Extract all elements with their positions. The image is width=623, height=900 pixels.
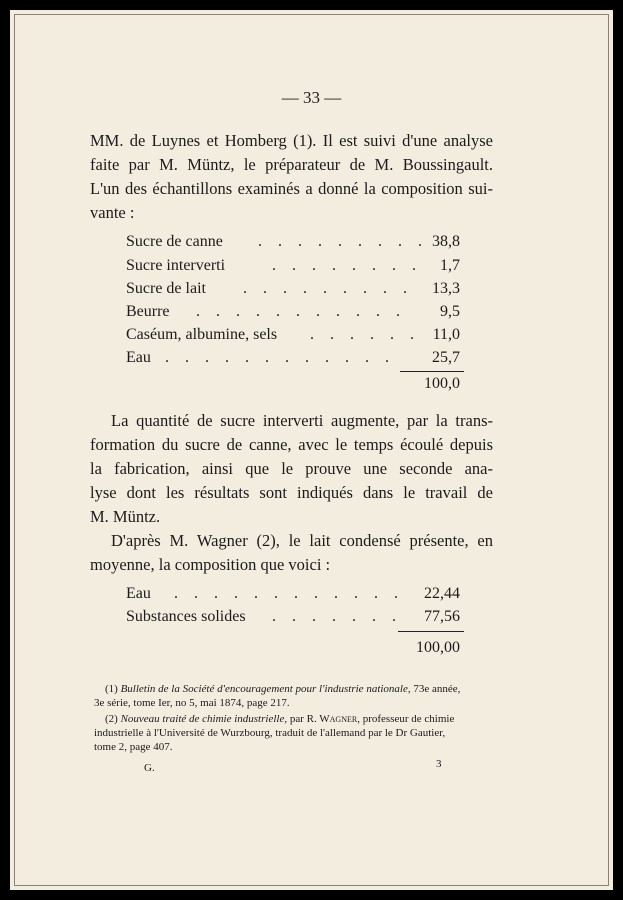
para2-line2: formation du sucre de canne, avec le temps écoulé depuis [90,435,493,454]
footnote-text: , par [284,713,307,725]
row-label: Caséum, albumine, sels [126,326,278,343]
table-row [10,232,613,252]
para2-line5: M. Müntz. [90,507,161,526]
row-dots: . . . . . . . [272,608,402,625]
row-label: Substances solides [126,608,246,625]
sum-rule [398,631,464,632]
para2-line4: lyse dont les résultats sont indiqués dans le travail de [90,483,493,502]
sum-rule [400,371,464,372]
row-dots: . . . . . . . . . . . [196,303,406,320]
para1-line2: faite par M. Müntz, le préparateur de M. Boussingault. [90,155,493,174]
para2-line1: La quantité de sucre interverti augmente, par la trans- [111,411,493,430]
document-page [10,10,613,890]
row-label: Sucre interverti [126,257,226,274]
table-row [10,256,613,276]
signature-number: 3 [436,758,442,770]
row-label: Beurre [126,303,170,320]
para2-line3: la fabrication, ainsi que le prouve une seconde ana- [90,459,493,478]
row-dots: . . . . . . [310,326,420,343]
footnote-1-line2: 3e série, tome Ier, no 5, mai 1874, page 217. [94,697,290,709]
para1-line1: MM. de Luynes et Homberg (1). Il est suivi d'une analyse [90,131,493,150]
footnote-text: , 73e année, [407,683,461,695]
row-value: 11,0 [432,326,460,343]
row-dots: . . . . . . . . . [258,233,428,250]
table-row [10,348,613,368]
row-label: Eau [126,585,151,602]
table-row [10,279,613,299]
row-label: Sucre de lait [126,280,206,297]
footnote-2-line2: industrielle à l'Université de Wurzbourg, traduit de l'allemand par le Dr Gautier, [94,727,446,739]
table-total: 100,00 [416,639,460,656]
row-label: Eau [126,349,151,366]
row-value: 9,5 [440,303,460,320]
row-dots: . . . . . . . . . . . . [174,585,404,602]
footnote-text: , professeur de chimie [357,713,455,725]
footnote-2-line3: tome 2, page 407. [94,741,173,753]
table-row [10,302,613,322]
row-dots: . . . . . . . . . [243,280,413,297]
footnote-2-line1 [105,712,505,726]
row-dots: . . . . . . . . [272,257,422,274]
page-number: — 33 — [281,88,342,107]
footnote-title: Bulletin de la Société d'encouragement pour l'industrie nationale [120,683,408,695]
footnote-title: Nouveau traité de chimie industrielle [120,713,285,725]
footnote-number: (2) [105,713,118,725]
para3-line1: D'après M. Wagner (2), le lait condensé présente, en [111,531,493,550]
para1-line3: L'un des échantillons examinés a donné la composition sui- [90,179,493,198]
table-total: 100,0 [424,375,460,392]
row-value: 1,7 [440,257,460,274]
row-label: Sucre de canne [126,233,223,250]
row-value: 38,8 [432,233,460,250]
signature-mark: G. [144,762,155,774]
footnote-number: (1) [105,683,118,695]
para1-line4: vante : [90,203,135,222]
row-dots: . . . . . . . . . . . . [165,349,395,366]
row-value: 25,7 [432,349,460,366]
table-row [10,325,613,345]
footnote-1-line1 [105,682,505,696]
row-value: 77,56 [424,608,460,625]
row-value: 22,44 [424,585,460,602]
table-row [10,584,613,604]
footnote-author: R. Wagner [306,713,358,725]
row-value: 13,3 [432,280,460,297]
para3-line2: moyenne, la composition que voici : [90,555,331,574]
table-row [10,607,613,627]
